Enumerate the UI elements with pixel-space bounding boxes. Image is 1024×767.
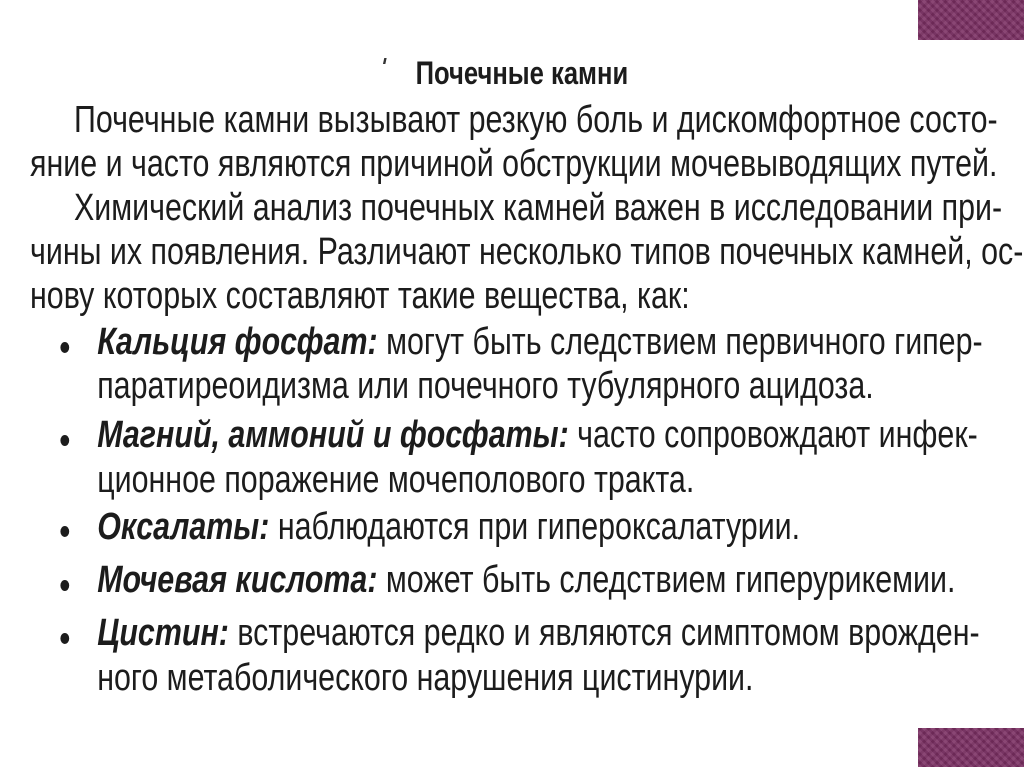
slide-decoration-bottom [918,728,1024,767]
list-item-term: Магний, аммоний и фосфаты: [97,414,569,456]
bullet-icon [60,526,69,537]
list-item-continuation: паратиреоидизма или почечного тубулярного ацидоза. [97,365,874,407]
list-item-term: Цистин: [97,612,229,654]
list-item [97,322,982,362]
list-item-term: Кальция фосфат: [97,321,378,363]
slide-decoration-top [918,0,1024,40]
list-item-text: могут быть следствием первичного гипер- [377,321,983,363]
intro-line: яние и часто являются причиной обструкции мочевыводящих путей. [30,143,998,185]
intro-line: Почечные камни вызывают резкую боль и дискомфортное состо- [74,99,998,141]
bullet-icon [60,342,69,353]
list-item-term: Мочевая кислота: [97,559,378,601]
list-item [97,507,800,547]
document-title: Почечные камни [415,55,629,91]
list-item-continuation: ного метаболического нарушения цистинурии. [97,657,754,699]
bullet-icon [60,435,69,446]
scan-speck [383,58,387,64]
intro-line: чины их появления. Различают несколько типов почечных камней, ос- [30,231,1024,273]
bullet-icon [60,580,69,591]
list-item-text: часто сопровождают инфек- [568,414,978,456]
list-item [97,613,979,653]
list-item [97,415,978,455]
intro-line: нову которых составляют такие вещества, как: [30,275,690,317]
list-item-text: может быть следствием гиперурикемии. [377,559,956,601]
list-item-text: встречаются редко и являются симптомом врожден- [228,612,980,654]
list-item [97,560,955,600]
bullet-icon [60,633,69,644]
document-scan [30,0,1024,767]
list-item-term: Оксалаты: [97,506,270,548]
intro-line: Химический анализ почечных камней важен в исследовании при- [74,187,1003,229]
list-item-text: наблюдаются при гипероксалатурии. [269,506,801,548]
list-item-continuation: ционное поражение мочеполового тракта. [97,459,695,501]
